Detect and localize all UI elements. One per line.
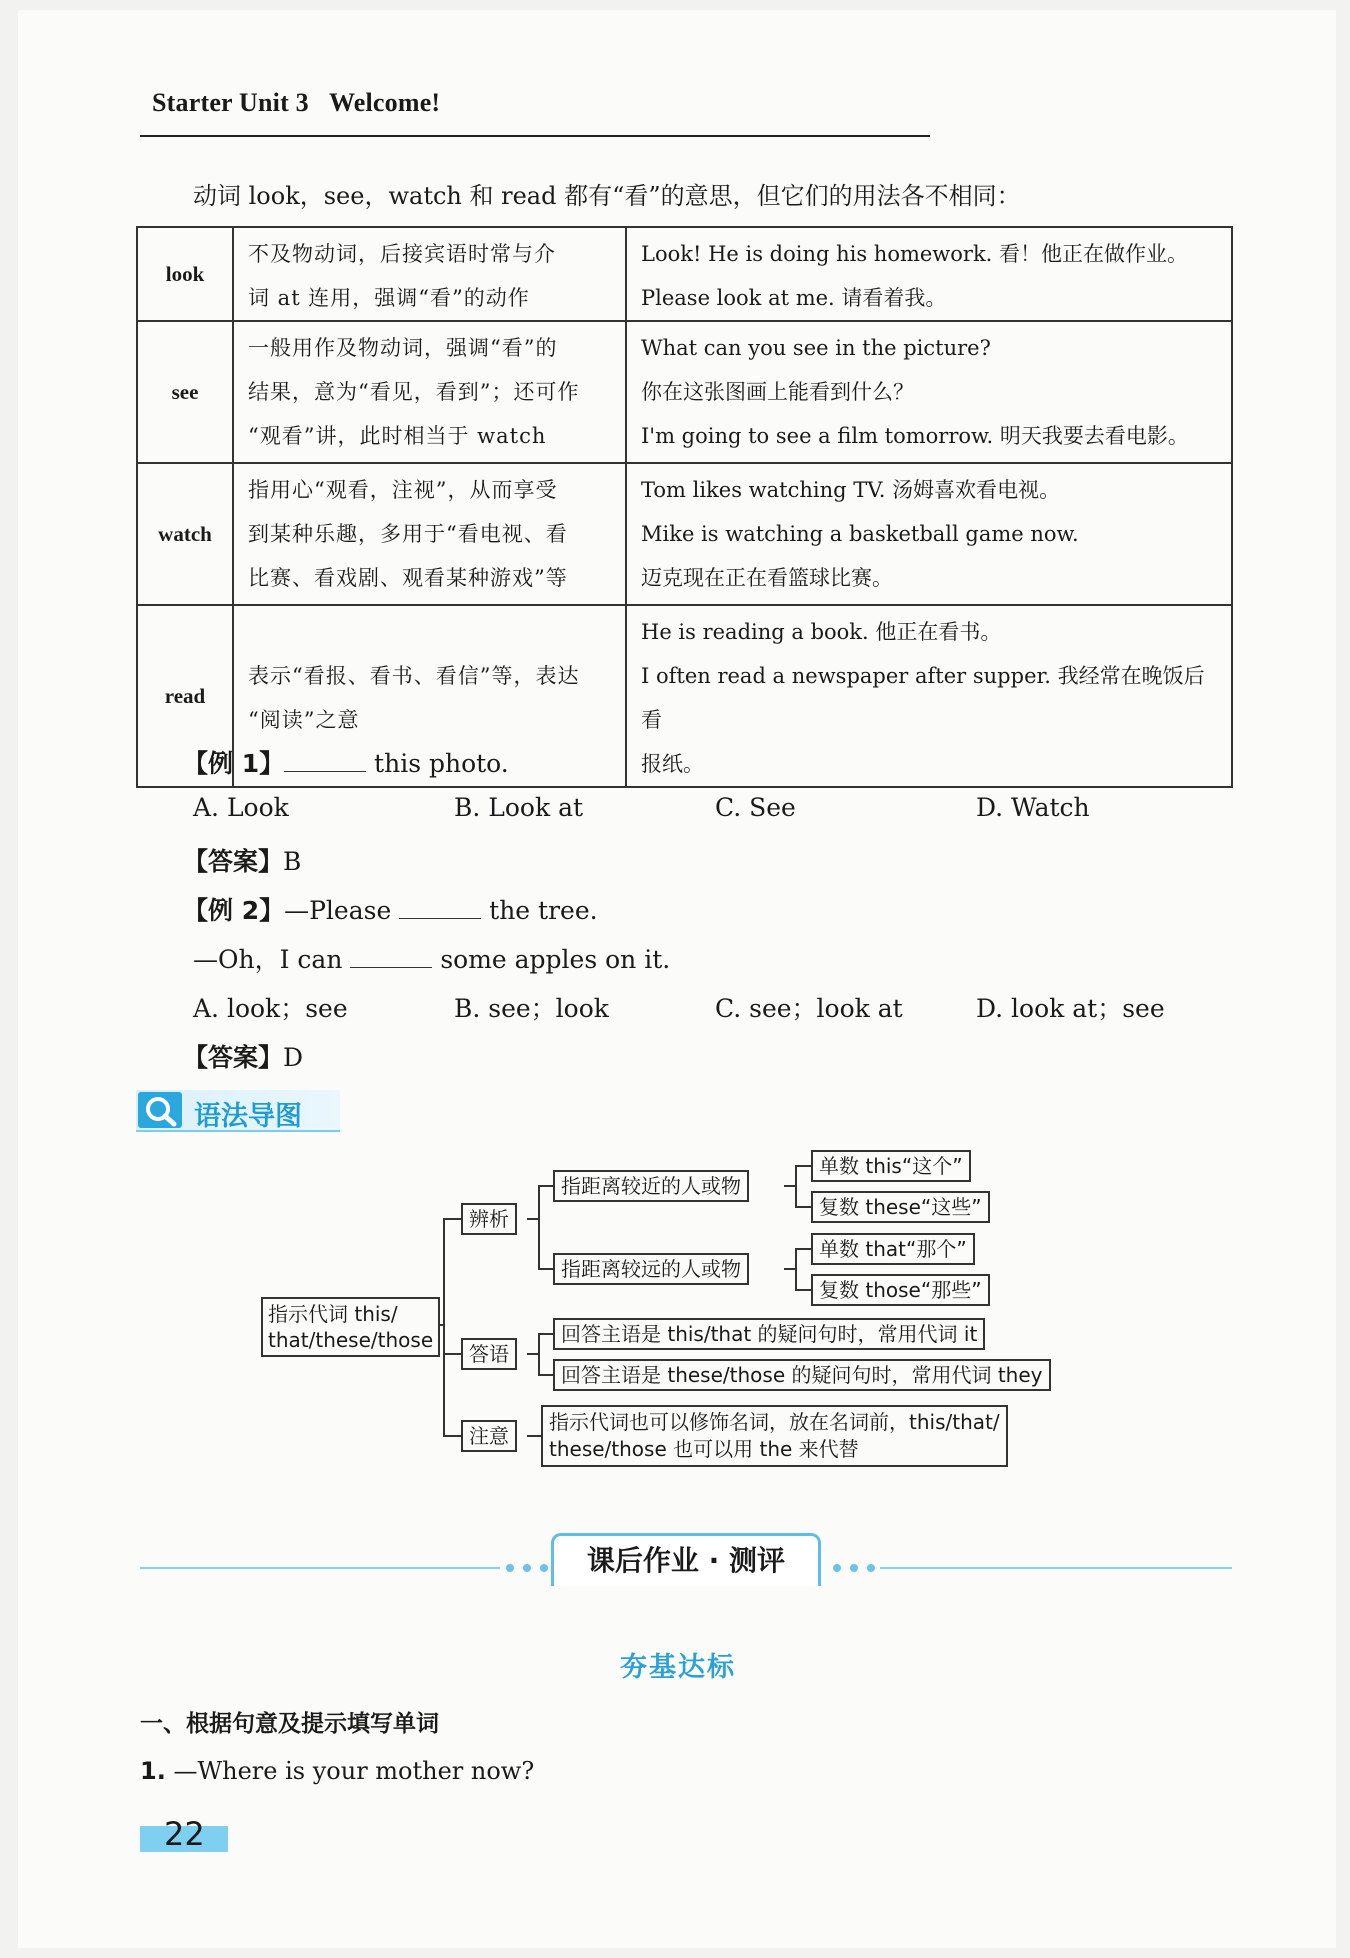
- unit-label: Starter Unit 3: [152, 88, 309, 117]
- desc-cell: 指用心“观看，注视”，从而享受 到某种乐趣，多用于“看电视、看 比赛、看戏剧、观看某种游戏”等: [233, 463, 626, 605]
- example2-answer: 【答案】D: [183, 1043, 304, 1072]
- mindmap-answer-they: 回答主语是 these/those 的疑问句时，常用代词 they: [553, 1359, 1051, 1391]
- mindmap-branch-note: 注意: [461, 1420, 517, 1452]
- unit-title: Welcome!: [328, 88, 441, 117]
- divider-dot: [867, 1564, 875, 1572]
- desc-cell: 不及物动词，后接宾语时常与介 词 at 连用，强调“看”的动作: [233, 227, 626, 321]
- example1-option-d: D. Watch: [976, 793, 1090, 822]
- example-cell: Look! He is doing his homework. 看！他正在做作业。 Please look at me. 请看着我。: [626, 227, 1232, 321]
- desc-cell: 表示“看报、看书、看信”等，表达 “阅读”之意: [233, 605, 626, 787]
- example-cell: What can you see in the picture? 你在这张图画上能看到什么？ I'm going to see a film tomorrow. 明天我要去看电影。: [626, 321, 1232, 463]
- example2-option-d: D. look at；see: [976, 994, 1165, 1023]
- mindmap-near: 指距离较近的人或物: [553, 1170, 749, 1202]
- mindmap-near-singular: 单数 this“这个”: [811, 1150, 971, 1182]
- example1-option-a: A. Look: [193, 793, 289, 822]
- example2-line1: 【例 2】—Please the tree.: [183, 896, 598, 925]
- mindmap-answer-it: 回答主语是 this/that 的疑问句时，常用代词 it: [553, 1318, 985, 1350]
- divider-left: [140, 1567, 500, 1569]
- divider-dot: [540, 1564, 548, 1572]
- word-cell: read: [137, 605, 233, 787]
- example-cell: He is reading a book. 他正在看书。 I often read a newspaper after supper. 我经常在晚饭后看 报纸。: [626, 605, 1232, 787]
- example-cell: Tom likes watching TV. 汤姆喜欢看电视。 Mike is watching a basketball game now. 迈克现在正在看篮球比赛。: [626, 463, 1232, 605]
- mindmap-note: 指示代词也可以修饰名词，放在名词前，this/that/ these/those 也可以用 the 来代替: [541, 1405, 1008, 1467]
- subsection-title: 夯基达标: [620, 1652, 736, 1683]
- mindmap-root: 指示代词 this/ that/these/those: [261, 1297, 440, 1357]
- intro-text: 动词 look，see，watch 和 read 都有“看”的意思，但它们的用法各不相同：: [193, 182, 1021, 210]
- mindmap-far-singular: 单数 that“那个”: [811, 1233, 975, 1265]
- example2-option-c: C. see；look at: [715, 994, 903, 1023]
- divider-right: [880, 1567, 1232, 1569]
- example1-option-c: C. See: [715, 793, 796, 822]
- example1-answer: 【答案】B: [183, 847, 302, 876]
- divider-dot: [523, 1564, 531, 1572]
- example2-option-a: A. look；see: [193, 994, 348, 1023]
- word-cell: look: [137, 227, 233, 321]
- mindmap-far-plural: 复数 those“那些”: [811, 1274, 990, 1306]
- exercise-title: 一、根据句意及提示填写单词: [140, 1711, 439, 1737]
- mindmap-branch-distinguish: 辨析: [461, 1203, 517, 1235]
- divider-dot: [850, 1564, 858, 1572]
- page-number: 22: [164, 1815, 205, 1853]
- word-cell: see: [137, 321, 233, 463]
- desc-cell: 一般用作及物动词，强调“看”的 结果，意为“看见，看到”；还可作 “观看”讲，此时相当于 watch: [233, 321, 626, 463]
- mindmap-branch-answer: 答语: [461, 1338, 517, 1370]
- mindmap-far: 指距离较远的人或物: [553, 1253, 749, 1285]
- example1-question: 【例 1】 this photo.: [183, 749, 509, 778]
- question-1: 1. —Where is your mother now?: [140, 1757, 535, 1785]
- example2-option-b: B. see；look: [454, 994, 609, 1023]
- divider-dot: [506, 1564, 514, 1572]
- example2-line2: —Oh，I can some apples on it.: [193, 945, 671, 974]
- homework-title: 课后作业 · 测评: [551, 1533, 821, 1586]
- grammar-section-title: 语法导图: [194, 1101, 302, 1132]
- example1-option-b: B. Look at: [454, 793, 584, 822]
- divider-dot: [833, 1564, 841, 1572]
- word-cell: watch: [137, 463, 233, 605]
- mindmap-near-plural: 复数 these“这些”: [811, 1191, 990, 1223]
